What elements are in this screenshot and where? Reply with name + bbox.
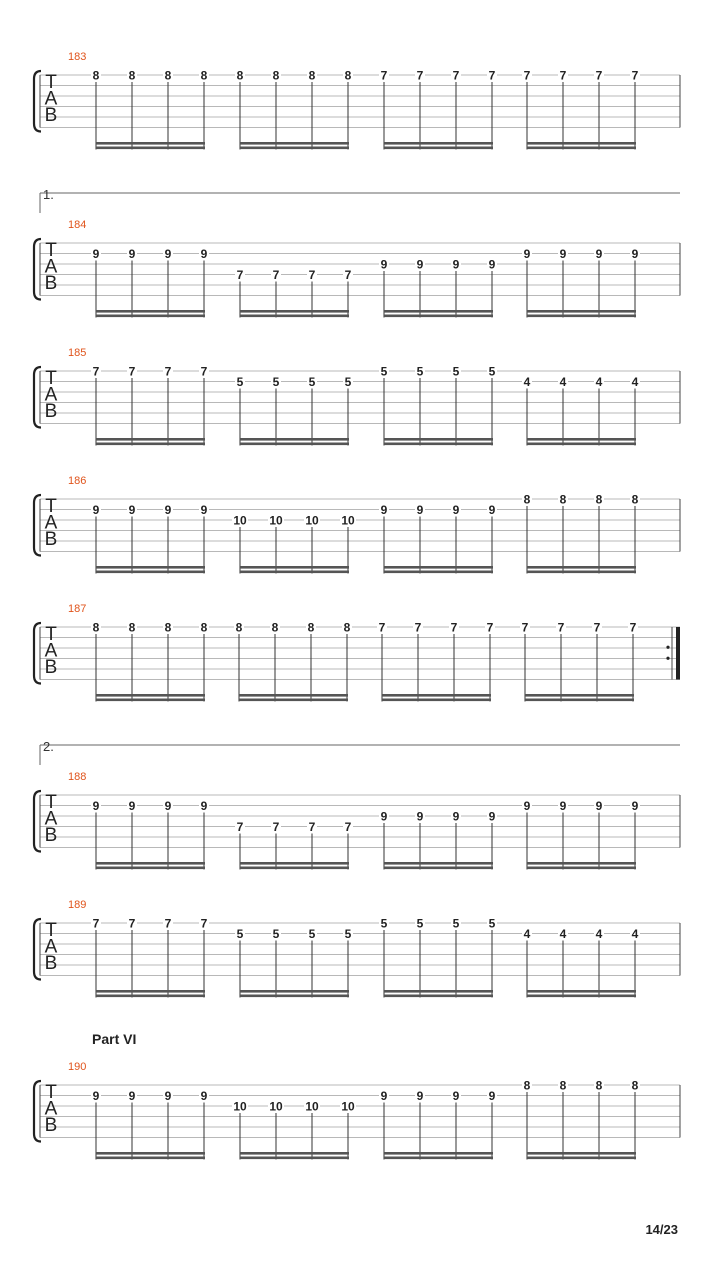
fret-number: 7 — [272, 820, 280, 834]
fret-number: 5 — [344, 927, 352, 941]
beam — [384, 995, 493, 998]
fret-number: 4 — [523, 927, 531, 941]
tab-staff — [0, 484, 720, 584]
fret-number: 10 — [269, 1099, 283, 1114]
beam — [240, 438, 349, 441]
fret-number: 7 — [380, 68, 388, 83]
beam — [240, 862, 349, 865]
fret-number: 9 — [523, 247, 531, 261]
fret-number: 7 — [128, 364, 136, 379]
fret-number: 8 — [307, 620, 315, 635]
beam — [384, 443, 493, 446]
fret-number: 9 — [200, 1089, 208, 1103]
fret-number: 4 — [595, 927, 603, 941]
fret-number: 7 — [595, 68, 603, 83]
beam — [96, 310, 205, 313]
fret-number: 7 — [236, 268, 244, 282]
beam — [96, 694, 205, 697]
fret-number: 7 — [128, 916, 136, 931]
beam — [384, 310, 493, 313]
fret-number: 8 — [595, 492, 603, 507]
beam — [96, 438, 205, 441]
beam — [384, 566, 493, 569]
fret-number: 7 — [164, 364, 172, 379]
fret-number: 9 — [92, 799, 100, 813]
repeat-dot — [666, 657, 669, 660]
fret-number: 9 — [488, 809, 496, 824]
beam — [384, 315, 493, 318]
fret-number: 8 — [631, 1078, 639, 1093]
fret-number: 9 — [452, 257, 460, 272]
beam — [240, 566, 349, 569]
beam — [527, 443, 636, 446]
beam — [96, 867, 205, 870]
fret-number: 5 — [452, 916, 460, 931]
fret-number: 7 — [450, 620, 458, 635]
beam — [384, 867, 493, 870]
repeat-dot — [666, 646, 669, 649]
fret-number: 9 — [416, 257, 424, 272]
beam — [527, 867, 636, 870]
fret-number: 5 — [308, 927, 316, 941]
tab-clef-letter: T — [45, 240, 57, 261]
tab-clef-letter: T — [45, 368, 57, 389]
fret-number: 7 — [629, 620, 637, 635]
fret-number: 7 — [557, 620, 565, 635]
tab-clef-letter: A — [44, 936, 58, 958]
fret-number: 9 — [488, 257, 496, 272]
beam — [240, 867, 349, 870]
tab-clef-letter: A — [44, 88, 58, 110]
fret-number: 9 — [559, 247, 567, 261]
fret-number: 7 — [92, 916, 100, 931]
fret-number: 9 — [380, 1089, 388, 1103]
repeat-end-bar — [676, 627, 680, 680]
fret-number: 8 — [164, 68, 172, 83]
beam — [240, 1157, 349, 1160]
beam — [527, 438, 636, 441]
fret-number: 9 — [559, 799, 567, 813]
beam — [96, 443, 205, 446]
fret-number: 8 — [523, 492, 531, 507]
fret-number: 8 — [128, 620, 136, 635]
fret-number: 7 — [486, 620, 494, 635]
fret-number: 8 — [343, 620, 351, 635]
beam — [96, 990, 205, 993]
tab-staff — [0, 612, 720, 712]
tab-clef-letter: T — [45, 792, 57, 813]
fret-number: 8 — [200, 68, 208, 83]
tab-clef-letter: A — [44, 512, 58, 534]
beam — [96, 566, 205, 569]
fret-number: 4 — [559, 375, 567, 389]
beam — [382, 699, 491, 702]
fret-number: 9 — [631, 247, 639, 261]
beam — [384, 1152, 493, 1155]
beam — [525, 694, 634, 697]
fret-number: 5 — [272, 927, 280, 941]
beam — [240, 315, 349, 318]
measure-number: 184 — [68, 219, 87, 231]
fret-number: 9 — [164, 503, 172, 517]
fret-number: 7 — [308, 268, 316, 282]
fret-number: 5 — [344, 375, 352, 389]
fret-number: 9 — [380, 257, 388, 272]
fret-number: 4 — [631, 375, 639, 389]
tab-clef-letter: T — [45, 496, 57, 517]
fret-number: 9 — [128, 247, 136, 261]
beam — [240, 310, 349, 313]
beam — [240, 571, 349, 574]
beam — [384, 571, 493, 574]
fret-number: 8 — [272, 68, 280, 83]
fret-number: 9 — [380, 809, 388, 824]
fret-number: 9 — [523, 799, 531, 813]
measure-number: 188 — [68, 771, 87, 783]
beam — [384, 862, 493, 865]
fret-number: 5 — [416, 916, 424, 931]
fret-number: 8 — [200, 620, 208, 635]
fret-number: 9 — [164, 1089, 172, 1103]
fret-number: 5 — [380, 916, 388, 931]
tab-clef-letter: T — [45, 624, 57, 645]
beam — [240, 443, 349, 446]
tab-staff — [0, 60, 720, 160]
fret-number: 7 — [414, 620, 422, 635]
fret-number: 5 — [380, 364, 388, 379]
fret-number: 8 — [308, 68, 316, 83]
tab-staff — [0, 228, 720, 328]
fret-number: 9 — [128, 1089, 136, 1103]
beam — [527, 862, 636, 865]
measure-number: 187 — [68, 603, 87, 615]
measure-number: 183 — [68, 51, 87, 63]
fret-number: 9 — [416, 503, 424, 517]
tab-clef-letter: A — [44, 808, 58, 830]
beam — [527, 571, 636, 574]
fret-number: 9 — [164, 799, 172, 813]
beam — [96, 315, 205, 318]
beam — [527, 1157, 636, 1160]
beam — [240, 147, 349, 150]
fret-number: 8 — [595, 1078, 603, 1093]
page-number: 14/23 — [645, 1222, 678, 1237]
fret-number: 8 — [164, 620, 172, 635]
fret-number: 8 — [559, 1078, 567, 1093]
fret-number: 7 — [416, 68, 424, 83]
fret-number: 9 — [128, 799, 136, 813]
beam — [240, 990, 349, 993]
fret-number: 9 — [200, 247, 208, 261]
fret-number: 7 — [593, 620, 601, 635]
fret-number: 9 — [200, 799, 208, 813]
tab-clef-letter: B — [44, 401, 58, 422]
tab-staff — [0, 780, 720, 880]
tab-clef-letter: B — [44, 273, 58, 294]
tab-clef-letter: B — [44, 1115, 58, 1136]
beam — [96, 1152, 205, 1155]
fret-number: 9 — [595, 799, 603, 813]
fret-number: 4 — [559, 927, 567, 941]
fret-number: 7 — [164, 916, 172, 931]
tab-clef-letter: T — [45, 1082, 57, 1103]
fret-number: 8 — [631, 492, 639, 507]
fret-number: 5 — [308, 375, 316, 389]
beam — [527, 147, 636, 150]
fret-number: 5 — [488, 916, 496, 931]
beam — [527, 310, 636, 313]
beam — [527, 142, 636, 145]
fret-number: 8 — [128, 68, 136, 83]
fret-number: 8 — [523, 1078, 531, 1093]
beam — [384, 142, 493, 145]
fret-number: 9 — [631, 799, 639, 813]
volta-label: 1. — [43, 187, 54, 202]
beam — [527, 990, 636, 993]
beam — [96, 571, 205, 574]
tab-clef-letter: A — [44, 1098, 58, 1120]
tab-clef-letter: B — [44, 529, 58, 550]
fret-number: 8 — [92, 620, 100, 635]
tab-clef-letter: B — [44, 825, 58, 846]
fret-number: 5 — [236, 927, 244, 941]
fret-number: 9 — [92, 503, 100, 517]
volta-label: 2. — [43, 739, 54, 754]
beam — [527, 315, 636, 318]
fret-number: 7 — [200, 916, 208, 931]
tab-clef-letter: A — [44, 384, 58, 406]
fret-number: 7 — [92, 364, 100, 379]
beam — [240, 142, 349, 145]
fret-number: 8 — [271, 620, 279, 635]
beam — [96, 147, 205, 150]
fret-number: 7 — [523, 68, 531, 83]
beam — [384, 1157, 493, 1160]
fret-number: 8 — [236, 68, 244, 83]
tab-clef-letter: A — [44, 256, 58, 278]
fret-number: 9 — [452, 503, 460, 517]
fret-number: 7 — [272, 268, 280, 282]
fret-number: 5 — [236, 375, 244, 389]
tab-staff — [0, 908, 720, 1008]
fret-number: 8 — [235, 620, 243, 635]
fret-number: 7 — [452, 68, 460, 83]
beam — [96, 995, 205, 998]
fret-number: 7 — [308, 820, 316, 834]
beam — [96, 142, 205, 145]
fret-number: 9 — [416, 809, 424, 824]
tab-staff — [0, 1070, 720, 1170]
fret-number: 10 — [233, 1099, 247, 1114]
fret-number: 7 — [200, 364, 208, 379]
volta-bracket — [0, 191, 720, 221]
fret-number: 10 — [269, 513, 283, 528]
beam — [382, 694, 491, 697]
volta-bracket — [0, 743, 720, 773]
fret-number: 4 — [595, 375, 603, 389]
beam — [384, 438, 493, 441]
tab-staff — [0, 356, 720, 456]
fret-number: 8 — [559, 492, 567, 507]
fret-number: 9 — [380, 503, 388, 517]
fret-number: 9 — [452, 809, 460, 824]
fret-number: 9 — [92, 247, 100, 261]
fret-number: 5 — [416, 364, 424, 379]
measure-number: 186 — [68, 475, 87, 487]
fret-number: 5 — [452, 364, 460, 379]
fret-number: 5 — [488, 364, 496, 379]
fret-number: 4 — [523, 375, 531, 389]
fret-number: 7 — [344, 820, 352, 834]
tab-clef-letter: T — [45, 72, 57, 93]
beam — [525, 699, 634, 702]
fret-number: 9 — [452, 1089, 460, 1103]
fret-number: 10 — [341, 513, 355, 528]
tab-clef-letter: B — [44, 953, 58, 974]
beam — [240, 995, 349, 998]
fret-number: 9 — [92, 1089, 100, 1103]
tab-clef-letter: T — [45, 920, 57, 941]
tab-clef-letter: A — [44, 640, 58, 662]
beam — [384, 990, 493, 993]
fret-number: 9 — [595, 247, 603, 261]
beam — [239, 694, 348, 697]
fret-number: 9 — [488, 1089, 496, 1103]
fret-number: 10 — [305, 1099, 319, 1114]
fret-number: 10 — [233, 513, 247, 528]
beam — [96, 1157, 205, 1160]
beam — [239, 699, 348, 702]
fret-number: 7 — [559, 68, 567, 83]
measure-number: 189 — [68, 899, 87, 911]
measure-number: 190 — [68, 1061, 87, 1073]
beam — [96, 699, 205, 702]
beam — [527, 566, 636, 569]
fret-number: 7 — [236, 820, 244, 834]
beam — [96, 862, 205, 865]
fret-number: 7 — [378, 620, 386, 635]
fret-number: 8 — [344, 68, 352, 83]
tab-clef-letter: B — [44, 657, 58, 678]
fret-number: 9 — [128, 503, 136, 517]
fret-number: 5 — [272, 375, 280, 389]
fret-number: 4 — [631, 927, 639, 941]
beam — [527, 1152, 636, 1155]
fret-number: 9 — [200, 503, 208, 517]
fret-number: 10 — [341, 1099, 355, 1114]
fret-number: 8 — [92, 68, 100, 83]
tab-clef-letter: B — [44, 105, 58, 126]
beam — [384, 147, 493, 150]
section-title: Part VI — [92, 1031, 137, 1047]
fret-number: 10 — [305, 513, 319, 528]
fret-number: 7 — [631, 68, 639, 83]
fret-number: 9 — [164, 247, 172, 261]
measure-number: 185 — [68, 347, 87, 359]
beam — [527, 995, 636, 998]
beam — [240, 1152, 349, 1155]
fret-number: 9 — [488, 503, 496, 517]
fret-number: 9 — [416, 1089, 424, 1103]
fret-number: 7 — [344, 268, 352, 282]
fret-number: 7 — [521, 620, 529, 635]
fret-number: 7 — [488, 68, 496, 83]
